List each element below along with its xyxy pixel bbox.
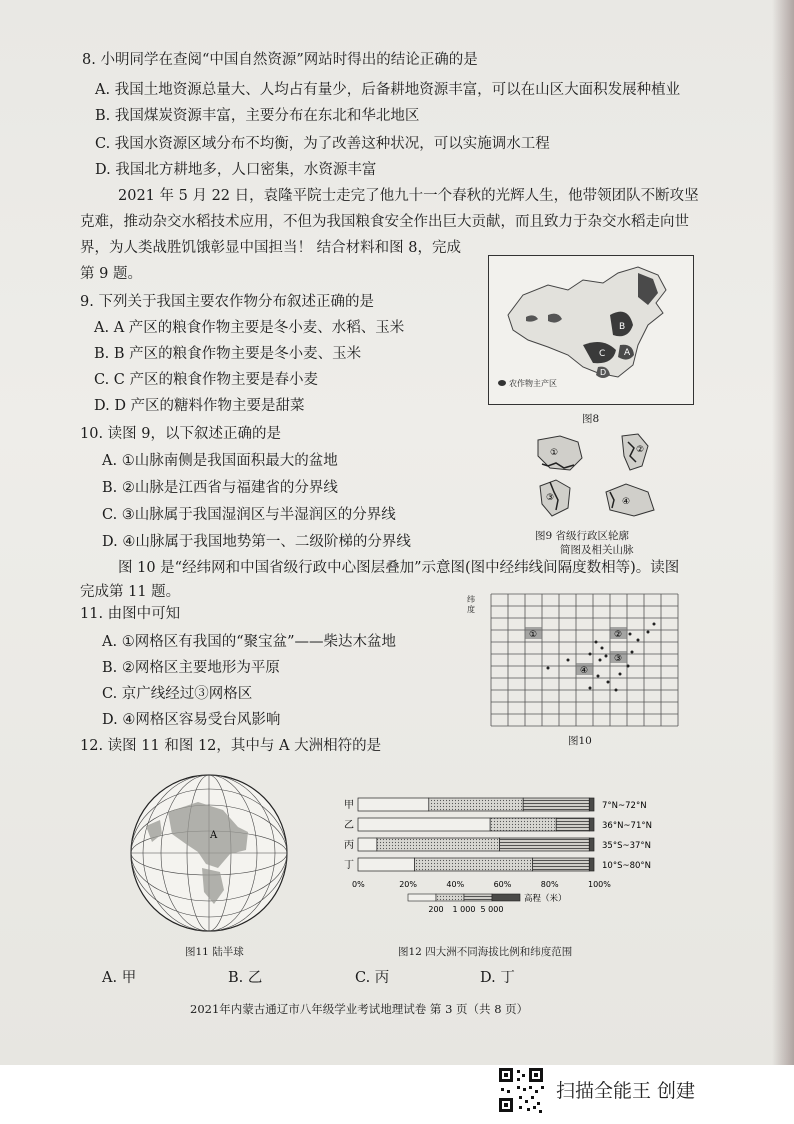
- q8-option-c: C. 我国水资源区域分布不均衡，为了改善这种状况，可以实施调水工程: [95, 136, 550, 152]
- material-line-2: 克难，推动杂交水稻技术应用，不但为我国粮食安全作出巨大贡献，而且致力于杂交水稻走向世: [80, 214, 689, 230]
- q12-option-c: C. 丙: [355, 970, 390, 986]
- qr-code-icon: [497, 1066, 545, 1114]
- intro11-line-2: 完成第 11 题。: [80, 584, 181, 600]
- fig8-label-a: A: [624, 348, 631, 358]
- q9-option-a: A. A 产区的粮食作物主要是冬小麦、水稻、玉米: [94, 320, 405, 336]
- bar-segment: [377, 838, 500, 851]
- fig10-ylabel-1: 纬: [467, 595, 475, 604]
- legend-unit: 高程（米）: [524, 894, 567, 904]
- q8-option-d: D. 我国北方耕地多，人口密集，水资源丰富: [95, 162, 377, 178]
- fig10-mark-4: ④: [580, 666, 589, 676]
- latitude-range-label: 36°N~71°N: [602, 821, 652, 831]
- fig10-caption: 图10: [568, 735, 592, 747]
- q9-stem: 9. 下列关于我国主要农作物分布叙述正确的是: [80, 294, 374, 310]
- bar-segment: [415, 858, 533, 871]
- fig12-caption: 图12 四大洲不同海拔比例和纬度范围: [398, 946, 573, 958]
- x-tick-label: 0%: [352, 880, 365, 889]
- legend-swatch: [436, 894, 464, 901]
- bar-segment: [358, 818, 490, 831]
- fig9-mark-4: ④: [622, 497, 631, 507]
- q10-option-c: C. ③山脉属于我国湿润区与半湿润区的分界线: [102, 507, 396, 523]
- fig10-mark-1: ①: [529, 630, 538, 640]
- bar-segment: [429, 798, 523, 811]
- figure-12-chart: [340, 790, 690, 930]
- fig11-caption: 图11 陆半球: [185, 946, 244, 958]
- bar-segment: [589, 818, 594, 831]
- bar-segment: [358, 858, 415, 871]
- latitude-range-label: 10°S~80°N: [602, 861, 652, 871]
- bar-segment: [556, 818, 589, 831]
- bar-segment: [533, 858, 590, 871]
- material-line-3: 界，为人类战胜饥饿彰显中国担当！ 结合材料和图 8，完成: [80, 240, 461, 256]
- q8-option-b: B. 我国煤炭资源丰富，主要分布在东北和华北地区: [95, 108, 420, 124]
- fig9-mark-2: ②: [636, 445, 645, 455]
- fig10-ylabel-2: 度: [467, 605, 475, 614]
- legend-swatch: [464, 894, 492, 901]
- q12-option-b: B. 乙: [228, 970, 263, 986]
- page-footer: 2021年内蒙古通辽市八年级学业考试地理试卷 第 3 页（共 8 页）: [190, 1002, 529, 1016]
- fig9-caption-2: 简图及相关山脉: [560, 544, 634, 556]
- fig11-label-a: A: [210, 830, 218, 841]
- x-tick-label: 80%: [540, 880, 559, 889]
- q10-option-b: B. ②山脉是江西省与福建省的分界线: [102, 480, 338, 496]
- legend-tick-label: 200: [428, 905, 444, 914]
- bar-segment: [523, 798, 589, 811]
- fig10-mark-3: ③: [614, 654, 623, 664]
- q10-option-a: A. ①山脉南侧是我国面积最大的盆地: [102, 453, 338, 469]
- fig9-mark-3: ③: [546, 493, 555, 503]
- q9-option-d: D. D 产区的糖料作物主要是甜菜: [94, 398, 305, 414]
- q11-option-d: D. ④网格区容易受台风影响: [102, 712, 281, 728]
- fig9-mark-1: ①: [550, 448, 559, 458]
- fig8-label-d: D: [600, 368, 607, 377]
- q9-option-c: C. C 产区的粮食作物主要是春小麦: [94, 372, 318, 388]
- q8-option-a: A. 我国土地资源总量大、人均占有量少，后备耕地资源丰富，可以在山区大面积发展种植业: [95, 82, 681, 98]
- bar-segment: [589, 798, 594, 811]
- x-tick-label: 40%: [446, 880, 465, 889]
- bar-segment: [358, 838, 377, 851]
- figure-10-grid: [478, 590, 688, 730]
- figure-9-provinces: [530, 430, 662, 528]
- latitude-range-label: 7°N~72°N: [602, 801, 647, 811]
- x-tick-label: 60%: [493, 880, 512, 889]
- province-capital-dots: [547, 623, 656, 692]
- x-tick-label: 100%: [588, 880, 611, 889]
- bar-segment: [589, 858, 594, 871]
- bar-segment: [500, 838, 590, 851]
- intro11-line-1: 图 10 是“经纬网和中国省级行政中心图层叠加”示意图(图中经纬线间隔度数相等)。读图: [118, 560, 680, 576]
- category-label: 丙: [344, 840, 354, 851]
- q12-option-a: A. 甲: [102, 970, 137, 986]
- x-tick-label: 20%: [399, 880, 417, 889]
- q9-option-b: B. B 产区的粮食作物主要是冬小麦、玉米: [94, 346, 362, 362]
- fig8-label-c: C: [599, 349, 606, 359]
- legend-swatch: [498, 380, 506, 386]
- q10-stem: 10. 读图 9，以下叙述正确的是: [80, 426, 282, 442]
- fig8-label-b: B: [619, 322, 626, 332]
- legend-swatch: [492, 894, 520, 901]
- bar-segment: [358, 798, 429, 811]
- q8-stem: 8. 小明同学在查阅“中国自然资源”网站时得出的结论正确的是: [82, 52, 478, 68]
- legend-tick-label: 1 000: [452, 905, 476, 914]
- q12-option-d: D. 丁: [480, 970, 515, 986]
- fig8-legend: 农作物主产区: [509, 379, 557, 388]
- material-line-4: 第 9 题。: [80, 266, 142, 282]
- q12-stem: 12. 读图 11 和图 12，其中与 A 大洲相符的是: [80, 738, 382, 754]
- fig9-caption-1: 图9 省级行政区轮廓: [535, 530, 630, 542]
- q11-option-a: A. ①网格区有我国的“聚宝盆”——柴达木盆地: [102, 634, 397, 650]
- q11-stem: 11. 由图中可知: [80, 606, 181, 622]
- fig8-caption: 图8: [582, 413, 600, 425]
- latitude-range-label: 35°S~37°N: [602, 841, 652, 851]
- figure-11-globe: [128, 772, 290, 934]
- q11-option-b: B. ②网格区主要地形为平原: [102, 660, 280, 676]
- bar-segment: [589, 838, 594, 851]
- q11-option-c: C. 京广线经过③网格区: [102, 686, 253, 702]
- bar-segment: [490, 818, 556, 831]
- category-label: 乙: [344, 820, 354, 831]
- scanner-watermark: 扫描全能王 创建: [556, 1080, 696, 1102]
- category-label: 丁: [344, 860, 354, 871]
- legend-tick-label: 5 000: [480, 905, 504, 914]
- figure-8-china-map: [488, 255, 694, 405]
- category-label: 甲: [344, 800, 354, 811]
- legend-swatch: [408, 894, 436, 901]
- material-line-1: 2021 年 5 月 22 日，袁隆平院士走完了他九十一个春秋的光辉人生，他带领团队不断攻坚: [118, 188, 699, 204]
- fig10-mark-2: ②: [614, 630, 623, 640]
- q10-option-d: D. ④山脉属于我国地势第一、二级阶梯的分界线: [102, 534, 411, 550]
